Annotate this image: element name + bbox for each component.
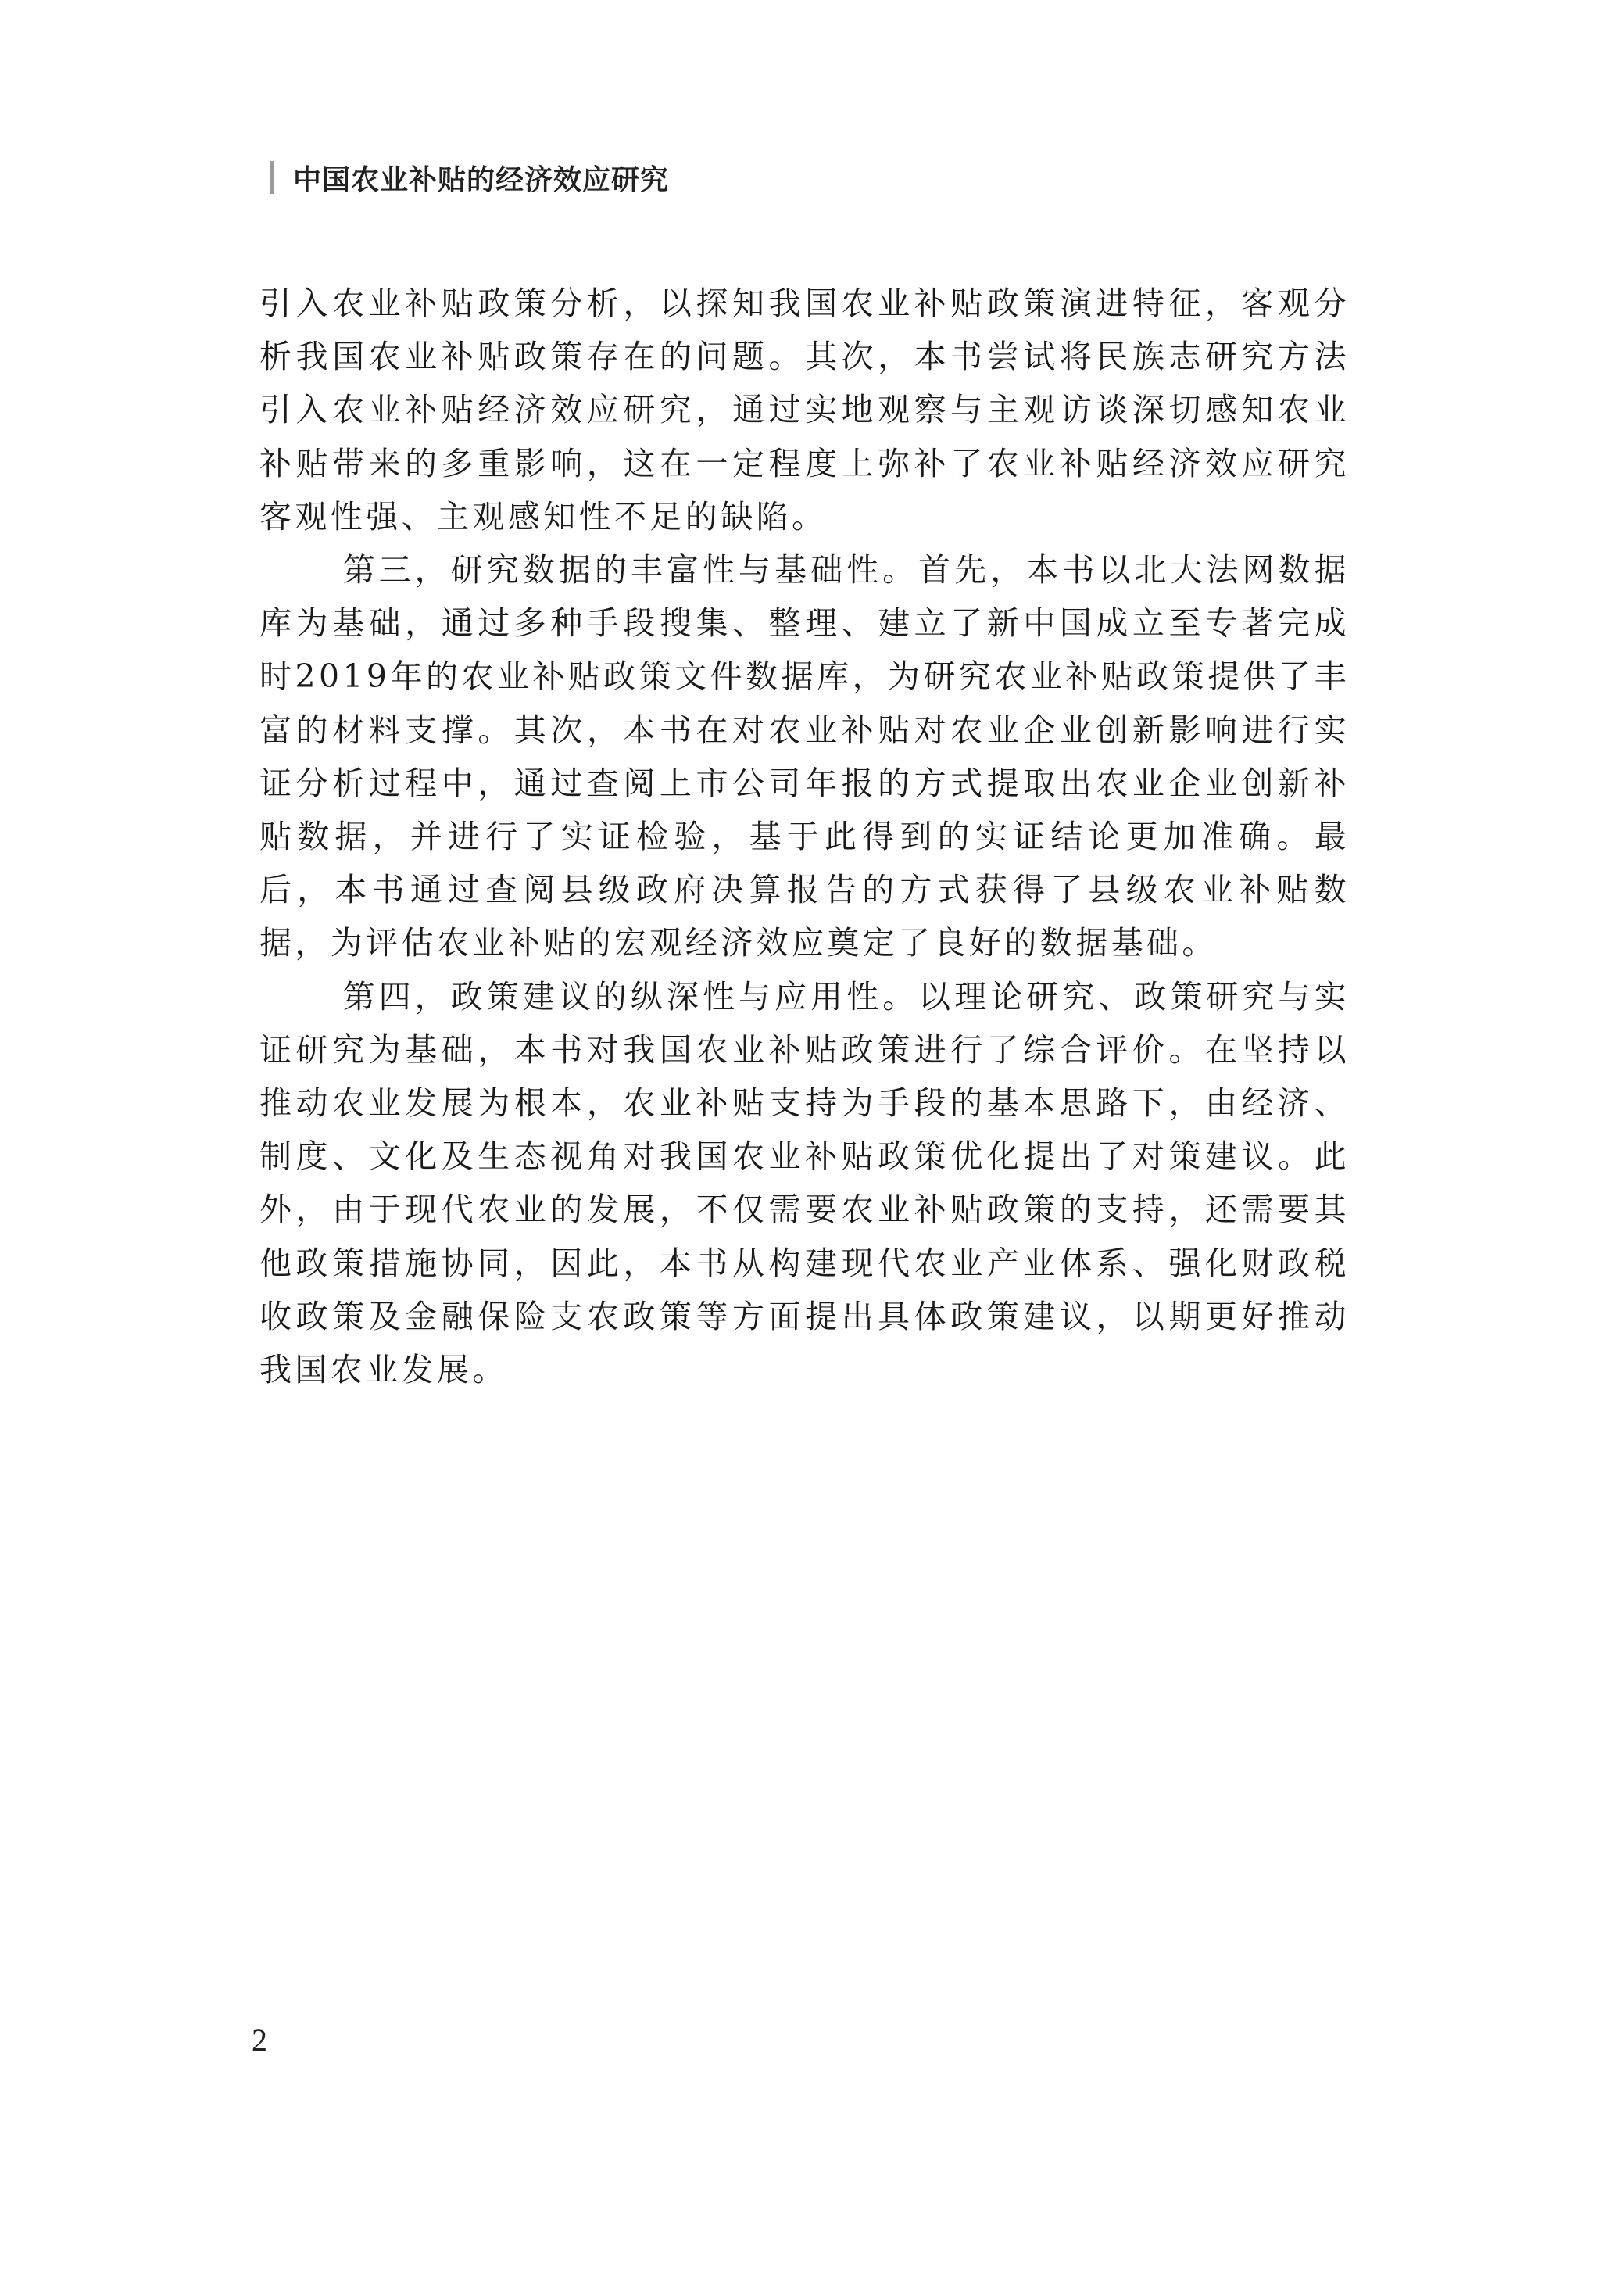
book-title: 中国农业补贴的经济效应研究: [293, 163, 670, 196]
page-number: 2: [252, 2022, 267, 2058]
body-text: [259, 277, 1350, 1396]
paragraph-fourth-point: 第四，政策建议的纵深性与应用性。以理论研究、政策研究与实证研究为基础，本书对我国农业补贴政策进行了综合评价。在坚持以推动农业发展为根本，农业补贴支持为手段的基本思路下，由经济、制度、文化及生态视角对我国农业补贴政策优化提出了对策建议。此外，由于现代农业的发展，不仅需要农业补贴政策的支持，还需要其他政策措施协同，因此，本书从构建现代农业产业体系、强化财政税收政策及金融保险支农政策等方面提出具体政策建议，以期更好推动我国农业发展。: [259, 977, 1350, 1389]
paragraph-third-point: 第三，研究数据的丰富性与基础性。首先，本书以北大法网数据库为基础，通过多种手段搜集、整理、建立了新中国成立至专著完成时2019年的农业补贴政策文件数据库，为研究农业补贴政策提供了丰富的材料支撑。其次，本书在对农业补贴对农业企业创新影响进行实证分析过程中，通过查阅上市公司年报的方式提取出农业企业创新补贴数据，并进行了实证检验，基于此得到的实证结论更加准确。最后，本书通过查阅县级政府决算报告的方式获得了县级农业补贴数据，为评估农业补贴的宏观经济效应奠定了良好的数据基础。: [259, 551, 1350, 962]
running-header: [270, 156, 669, 199]
paragraph-continued: 引入农业补贴政策分析，以探知我国农业补贴政策演进特征，客观分析我国农业补贴政策存在的问题。其次，本书尝试将民族志研究方法引入农业补贴经济效应研究，通过实地观察与主观访谈深切感知农业补贴带来的多重影响，这在一定程度上弥补了农业补贴经济效应研究客观性强、主观感知性不足的缺陷。: [259, 285, 1350, 536]
header-accent-bar: [270, 161, 274, 194]
